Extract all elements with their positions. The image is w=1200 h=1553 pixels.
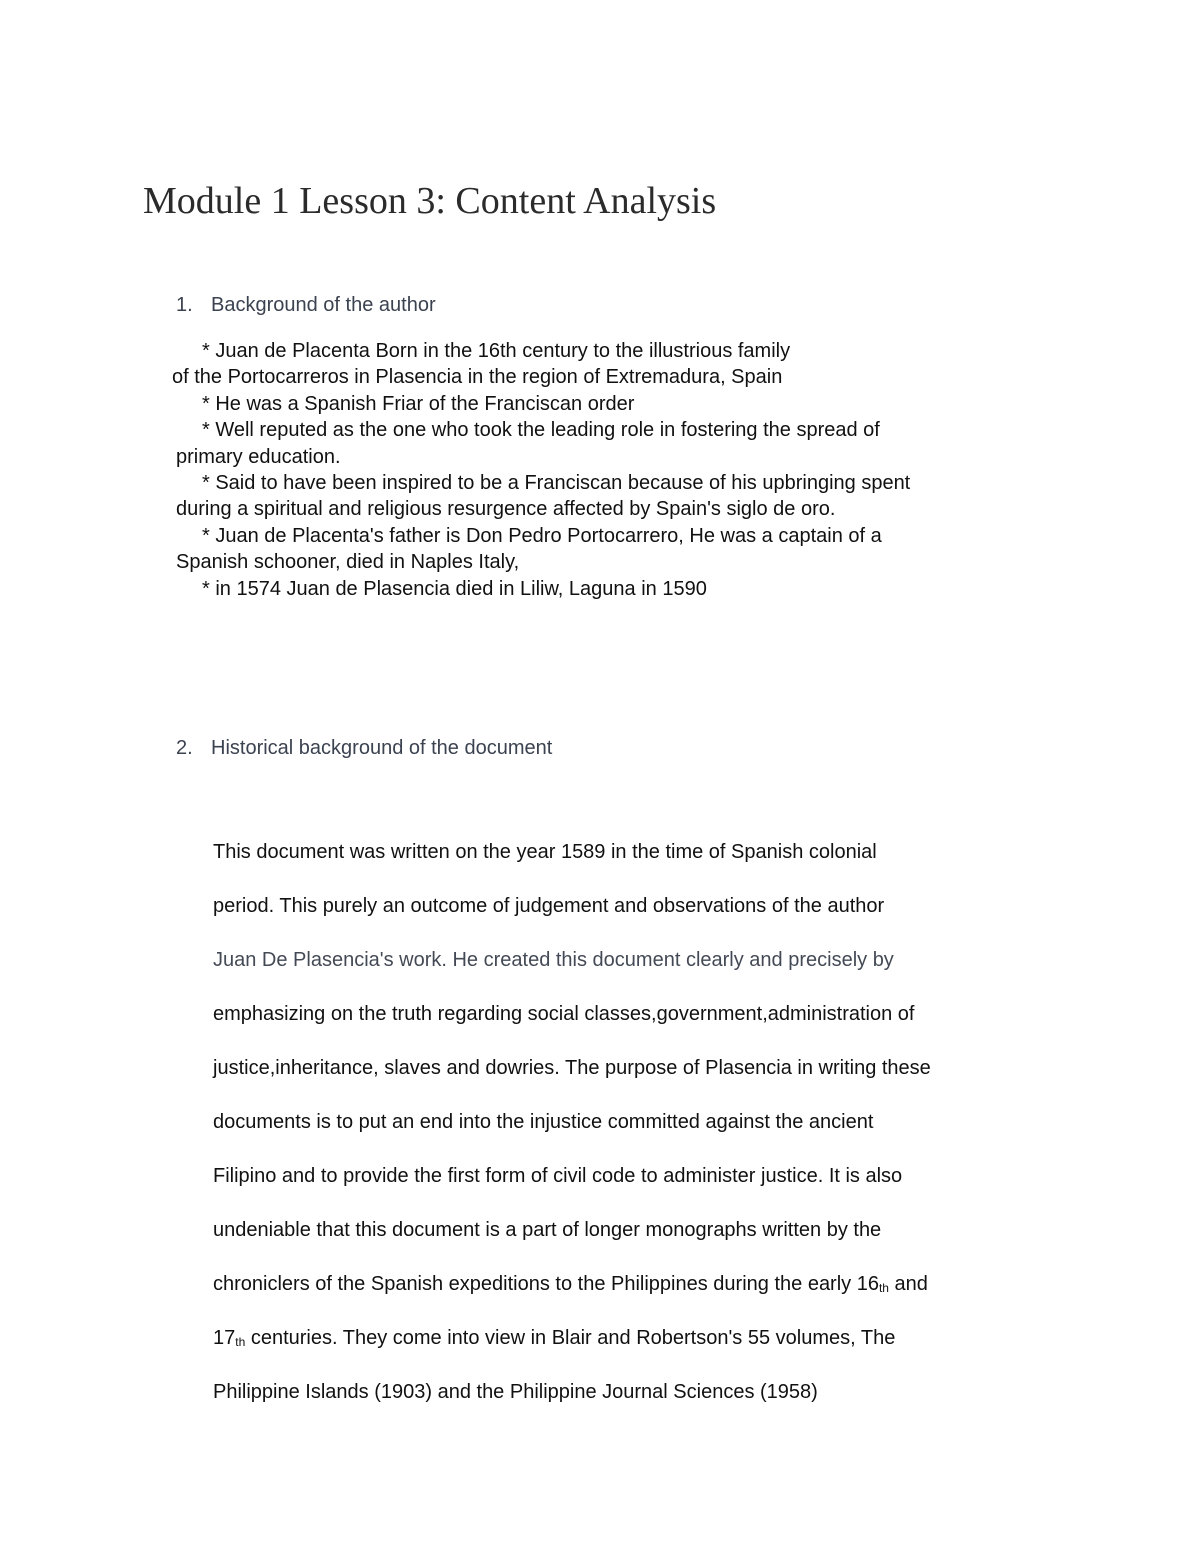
bullet-father-line-1: * Juan de Placenta's father is Don Pedro Portocarrero, He was a captain of a	[202, 524, 882, 547]
paragraph-line: period. This purely an outcome of judgement and observations of the author	[213, 895, 885, 917]
paragraph-line: emphasizing on the truth regarding social classes,government,administration of	[213, 1003, 915, 1025]
paragraph-line	[213, 1311, 1073, 1365]
paragraph-line: undeniable that this document is a part of longer monographs written by the	[213, 1219, 882, 1241]
bullet-inspiration-line-1: * Said to have been inspired to be a Franciscan because of his upbringing spent	[202, 472, 911, 495]
ordinal-suffix: th	[235, 1335, 246, 1349]
section-1-heading-text: Background of the author	[211, 294, 436, 316]
paragraph-line: Juan De Plasencia's work. He created this document clearly and precisely by	[213, 949, 894, 971]
section-2-heading-text: Historical background of the document	[211, 737, 553, 759]
paragraph-text: 17	[213, 1327, 236, 1349]
bullet-birth-line-1: * Juan de Placenta Born in the 16th century to the illustrious family	[202, 340, 791, 362]
paragraph-text: centuries. They come into view in Blair and Robertson's 55 volumes, The	[245, 1327, 896, 1349]
paragraph-text: and	[888, 1273, 928, 1295]
bullet-birth	[172, 338, 1056, 391]
ordinal-suffix: th	[878, 1281, 889, 1295]
paragraph-line: Filipino and to provide the first form of civil code to administer justice. It is also	[213, 1165, 903, 1187]
bullet-death-text: * in 1574 Juan de Plasencia died in Liliw, Laguna in 1590	[202, 577, 707, 600]
bullet-father-line-2: Spanish schooner, died in Naples Italy,	[176, 551, 520, 574]
bullet-friar	[176, 391, 1056, 417]
bullet-education-line-1: * Well reputed as the one who took the leading role in fostering the spread of	[202, 419, 880, 442]
paragraph-line: justice,inheritance, slaves and dowries. The purpose of Plasencia in writing these	[213, 1057, 931, 1079]
bullet-father	[176, 523, 1056, 576]
section-1-heading	[176, 291, 436, 319]
section-2-number: 2.	[176, 737, 193, 759]
bullet-friar-text: * He was a Spanish Friar of the Franciscan order	[202, 392, 635, 415]
paragraph-line: Philippine Islands (1903) and the Philippine Journal Sciences (1958)	[213, 1381, 818, 1403]
historical-background-paragraph	[213, 825, 1073, 1419]
document-title: Module 1 Lesson 3: Content Analysis	[143, 180, 717, 222]
bullet-inspiration-line-2: during a spiritual and religious resurgence affected by Spain's siglo de oro.	[176, 498, 836, 521]
paragraph-line	[213, 1257, 1073, 1311]
bullet-inspiration	[176, 470, 1056, 523]
paragraph-text: chroniclers of the Spanish expeditions to the Philippines during the early 16	[213, 1273, 879, 1295]
section-2-heading	[176, 734, 552, 762]
bullet-birth-line-2: of the Portocarreros in Plasencia in the region of Extremadura, Spain	[172, 366, 783, 389]
bullet-education-line-2: primary education.	[176, 445, 341, 468]
author-background-list	[172, 338, 1056, 602]
paragraph-line: documents is to put an end into the injustice committed against the ancient	[213, 1111, 874, 1133]
section-1-number: 1.	[176, 294, 193, 316]
bullet-education	[176, 417, 1056, 470]
bullet-death	[176, 576, 1056, 602]
paragraph-line: This document was written on the year 1589 in the time of Spanish colonial	[213, 841, 877, 863]
